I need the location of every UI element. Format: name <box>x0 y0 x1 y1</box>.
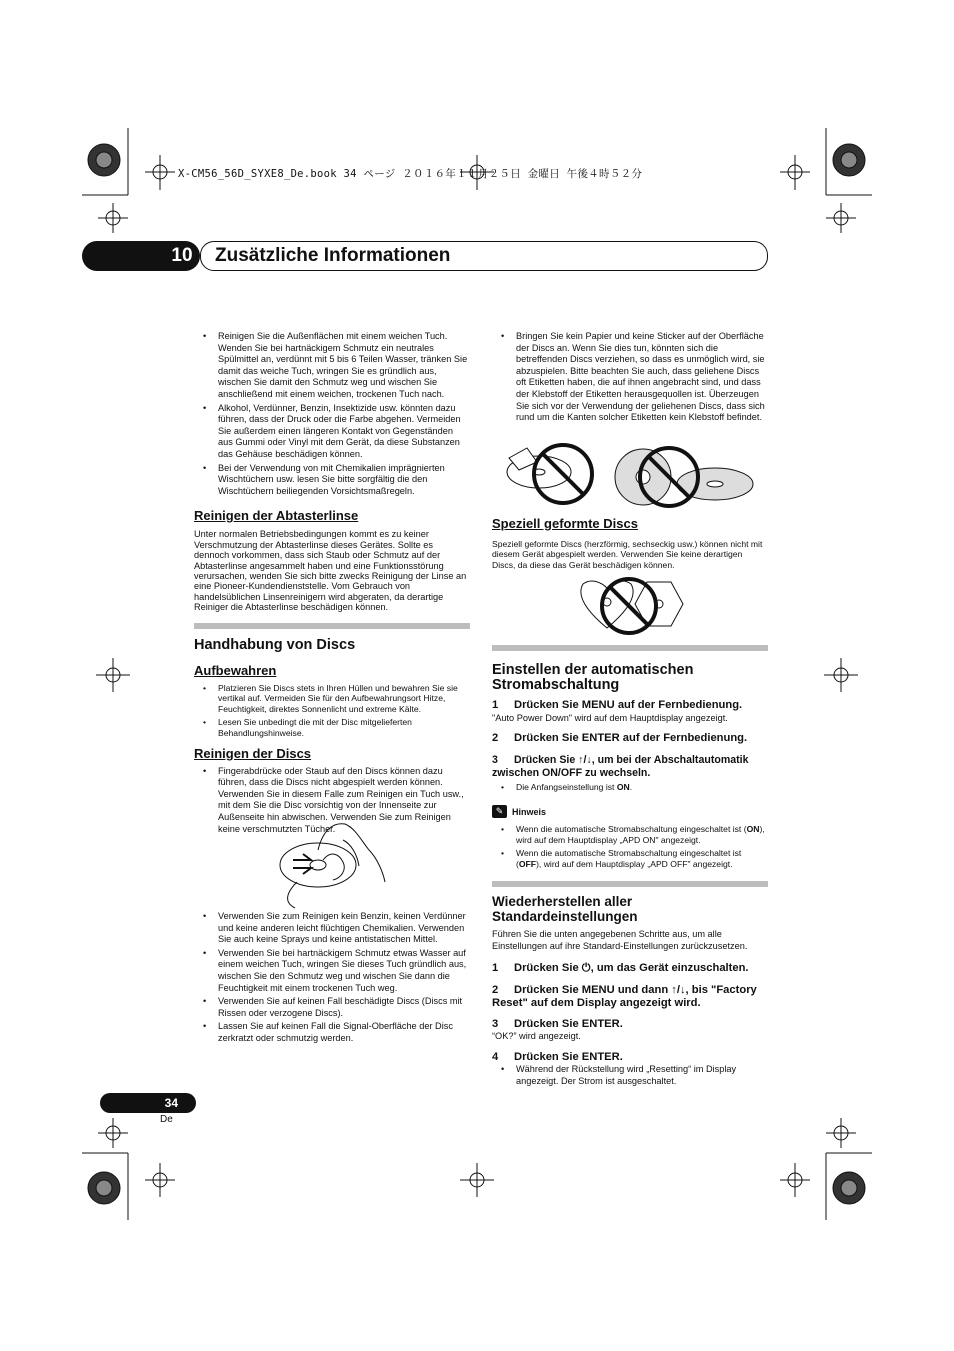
right-column-top <box>492 331 768 426</box>
care-bullet-list <box>194 331 470 497</box>
language-code: De <box>160 1114 173 1125</box>
shaped-discs-heading: Speziell geformte Discs <box>492 516 638 531</box>
reset-step-2: 2 Drücken Sie MENU und dann ↑/↓, bis "Factory Reset" auf dem Display angezeigt wird. <box>492 983 757 1009</box>
disc-cleaning-heading: Reinigen der Discs <box>194 745 312 761</box>
factory-reset-heading: Wiederherstellen aller Standardeinstellungen <box>492 894 638 925</box>
lens-cleaning-heading: Reinigen der Abtasterlinse <box>194 508 359 524</box>
book-print-line: X-CM56_56D_SYXE8_De.book 34 ページ ２０１６年１１月２５日 金曜日 午後４時５２分 <box>178 168 643 180</box>
reset-step-4: 4 Drücken Sie ENTER. <box>492 1051 623 1064</box>
page-number-pill <box>100 1093 196 1113</box>
apd-default-list <box>492 782 768 793</box>
list-item: • Lassen Sie auf keinen Fall die Signal-Oberfläche der Disc zerkratzt oder schmutzig werden. <box>194 1021 470 1044</box>
list-item: • Verwenden Sie bei hartnäckigem Schmutz etwas Wasser auf einem weichen Tuch, wringen Sie dieses Tuch gründlich aus, wischen Sie den Schmutz weg und wischen Sie dann die Feuchtigkeit mit einem trockenen Tuch weg. <box>194 948 470 994</box>
auto-power-down-heading: Einstellen der automatischen Stromabschaltung <box>492 662 694 693</box>
right-column-shaped <box>492 516 768 570</box>
reset-step-3: 3 Drücken Sie ENTER. <box>492 1017 623 1030</box>
left-column-continued <box>194 911 470 1047</box>
list-item: • Platzieren Sie Discs stets in Ihren Hüllen und bewahren Sie sie vertikal auf. Vermeiden Sie für den Aufbewahrungsort Hitze, Feuchtigkeit, direktes Sonnenlicht und extreme Kälte. <box>194 683 470 715</box>
page-number: 34 <box>164 1096 178 1110</box>
right-column-apd <box>492 645 768 1090</box>
lens-cleaning-text: Unter normalen Betriebsbedingungen kommt es zu keiner Verschmutzung der Abtasterlinse dieses Gerätes. Sollte es dennoch vorkommen, dass sich Staub oder Schmutz auf der Abtasterlinse angesammelt haben und eine Funktionsstörung verursachen, wenden Sie sich bitte zwecks Reinigung der Linse an eine Pioneer-Kundendienststelle. Vom Gebrauch von handelsüblichen Linsenreinigern wird abgeraten, da derartige Reiniger die Abtasterlinse beschädigen können. <box>194 529 467 613</box>
list-item: • Wenn die automatische Stromabschaltung eingeschaltet ist (ON), wird auf dem Hauptdisplay „APD ON" angezeigt. <box>492 824 768 846</box>
hint-label-row <box>492 805 768 818</box>
left-column <box>194 331 470 837</box>
reset-step-1: 1 Drücken Sie ⏻, um das Gerät einzuschalten. <box>492 961 749 974</box>
list-item: • Während der Rückstellung wird „Resetting“ im Display angezeigt. Der Strom ist ausgeschaltet. <box>492 1064 768 1087</box>
apd-step-1-detail: "Auto Power Down" wird auf dem Hauptdisplay angezeigt. <box>492 713 728 723</box>
list-item: • Verwenden Sie auf keinen Fall beschädigte Discs (Discs mit Rissen oder verzogene Discs). <box>194 996 470 1019</box>
apd-step-1: 1 Drücken Sie MENU auf der Fernbedienung. <box>492 699 743 711</box>
disc-handling-heading: Handhabung von Discs <box>194 636 356 653</box>
list-item: • Wenn die automatische Stromabschaltung eingeschaltet ist (OFF), wird auf dem Hauptdisplay „APD OFF" angezeigt. <box>492 848 768 870</box>
disc-wiping-illustration <box>273 820 393 910</box>
list-item: • Alkohol, Verdünner, Benzin, Insektizide usw. könnten dazu führen, dass der Druck oder die Farbe abgehen. Vermeiden Sie außerdem einen längeren Kontakt von Gegenständen aus Gummi oder Vinyl mit dem Gerät, da diese Substanzen das Gehäuse beschädigen können. <box>194 403 470 461</box>
list-item: • Fingerabdrücke oder Staub auf den Discs können dazu führen, dass die Discs nicht abgespielt werden können. Verwenden Sie in diesem Falle zum Reinigen ein Tuch usw., mit dem Sie die Disc vorsichtig von der Innenseite zur Außenseite hin abwischen. Verwenden Sie zum Reinigen keine verschmutzten Tücher. <box>194 766 470 836</box>
section-rule <box>492 881 768 887</box>
chapter-number: 10 <box>171 245 193 266</box>
list-item: • Verwenden Sie zum Reinigen kein Benzin, keinen Verdünner und keine anderen leicht flüchtigen Chemikalien. Verwenden Sie auch keine Sprays und keine antistatischen Mittel. <box>194 911 470 946</box>
chapter-title-frame <box>200 241 768 271</box>
section-rule <box>194 623 470 629</box>
reset-final-list <box>492 1064 768 1087</box>
section-rule <box>492 645 768 651</box>
factory-reset-text: Führen Sie die unten angegebenen Schritte aus, um alle Einstellungen auf ihre Standard-Einstellungen zurückzusetzen. <box>492 929 748 952</box>
storage-bullet-list <box>194 683 470 739</box>
no-shaped-discs-illustration <box>575 576 687 636</box>
apd-step-3: 3 Drücken Sie ↑/↓, um bei der Abschaltautomatik zwischen ON/OFF zu wechseln. <box>492 754 749 780</box>
list-item: • Bei der Verwendung von mit Chemikalien imprägnierten Wischtüchern usw. lesen Sie bitte sorgfältig die den Wischtüchern beiliegenden Vorsichtsmaßregeln. <box>194 463 470 498</box>
hint-list <box>492 824 768 869</box>
chapter-title: Zusätzliche Informationen <box>215 245 451 266</box>
chapter-header <box>82 241 768 271</box>
list-item: • Lesen Sie unbedingt die mit der Disc mitgelieferten Behandlungshinweise. <box>194 717 470 739</box>
disc-cleaning-bullet-list-2 <box>194 911 470 1045</box>
apd-step-2: 2 Drücken Sie ENTER auf der Fernbedienung. <box>492 732 748 745</box>
hint-label: Hinweis <box>512 806 547 817</box>
reset-step-3-detail: “OK?” wird angezeigt. <box>492 1030 581 1041</box>
storage-heading: Aufbewahren <box>194 662 277 678</box>
hint-icon: ✎ <box>492 805 507 818</box>
list-item: • Die Anfangseinstellung ist ON. <box>492 782 768 793</box>
no-stickers-illustration <box>497 444 767 510</box>
shaped-discs-text: Speziell geformte Discs (herzförmig, sechseckig usw.) können nicht mit diesem Gerät abgespielt werden. Verwenden Sie keine derartigen Discs, da diese das Gerät beschädigen können. <box>492 539 763 570</box>
list-item: • Bringen Sie kein Papier und keine Sticker auf der Oberfläche der Discs an. Wenn Sie dies tun, könnten sich die betreffenden Discs verziehen, so dass es unmöglich wird, sie abzuspielen. Bitte beachten Sie auch, dass geliehene Discs oft Etiketten haben, die auf ihnen angebracht sind, und dass der Klebstoff der Etiketten herausgequollen ist. Überzeugen Sie sich vor der Verwendung der geliehenen Discs, dass sich rund um die Kanten solcher Etiketten kein Klebstoff befindet. <box>492 331 768 424</box>
sticker-bullet-list <box>492 331 768 424</box>
list-item: • Reinigen Sie die Außenflächen mit einem weichen Tuch. Wenden Sie bei hartnäckigem Schmutz ein neutrales Spülmittel an, verdünnt mit 5 bis 6 Teilen Wasser, tränken Sie damit das weiche Tuch, wringen Sie es gründlich aus, wischen Sie damit den Schmutz weg und wischen Sie anschließend mit einem weichen, trockenen Tuch nach. <box>194 331 470 401</box>
